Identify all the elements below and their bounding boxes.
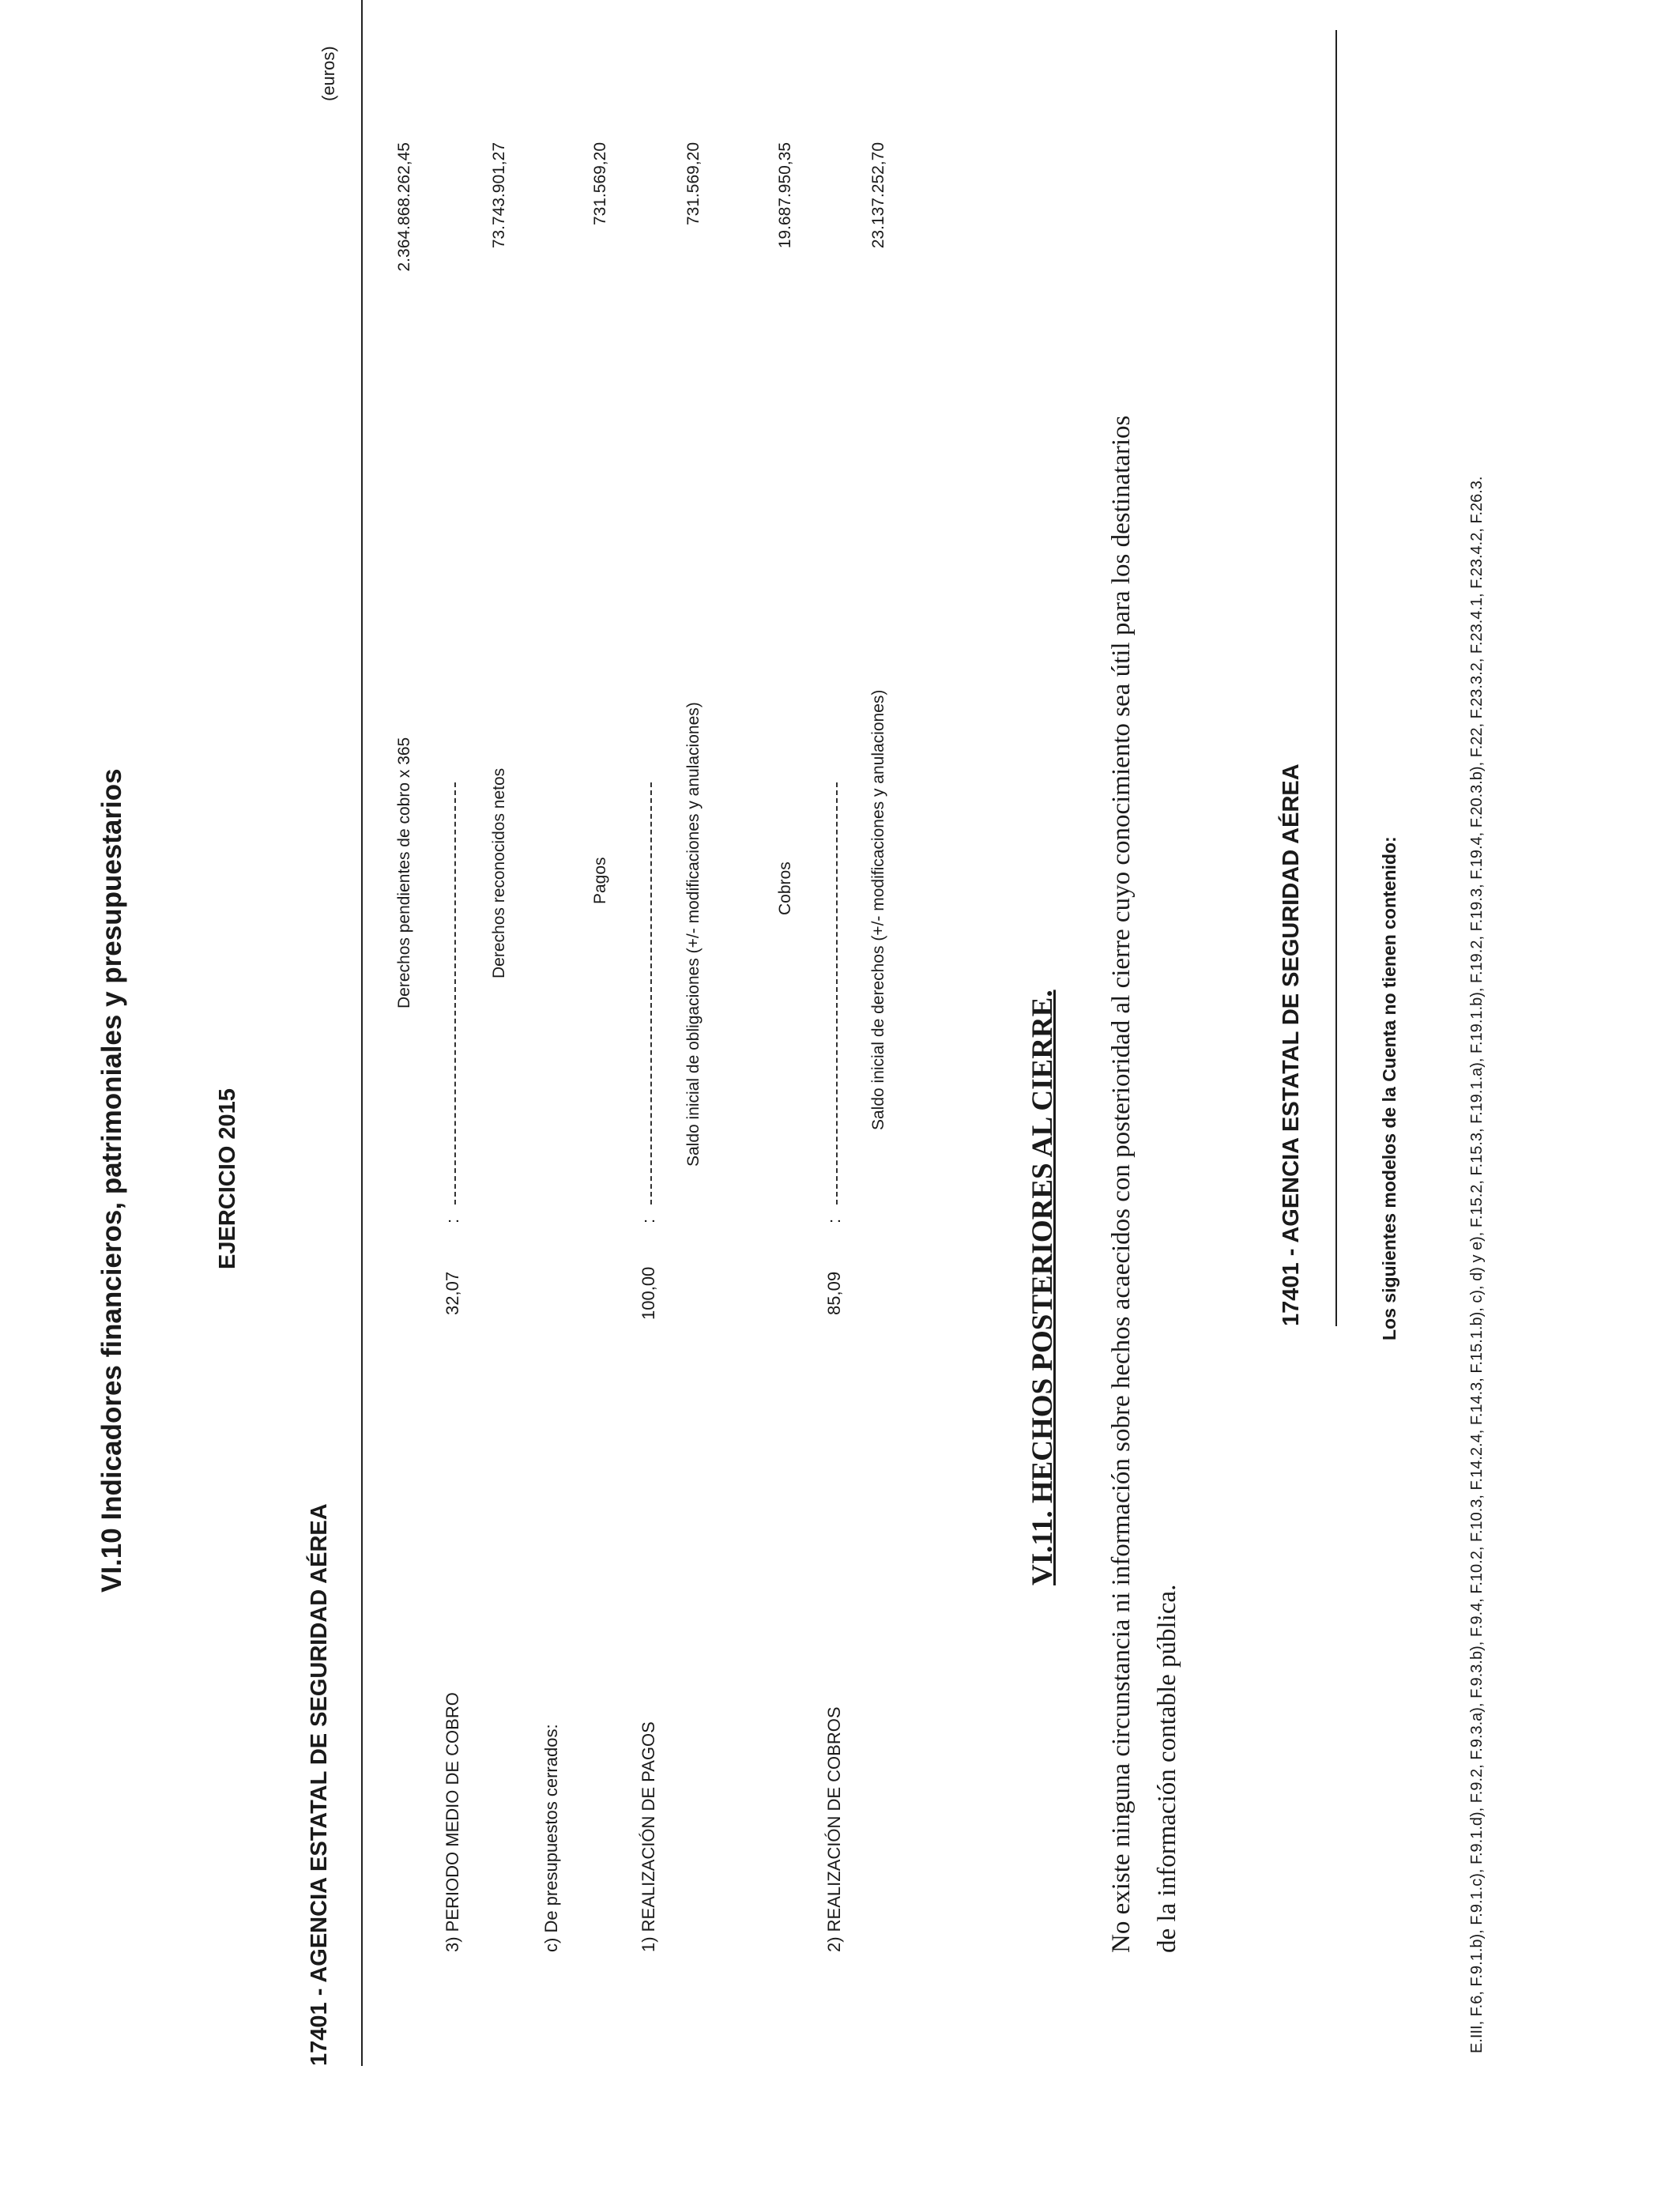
page-title: VI.10 Indicadores financieros, patrimoniales y presupuestarios xyxy=(96,768,127,1593)
header-rule xyxy=(361,0,363,2066)
numerator-amount: 731.569,20 xyxy=(591,142,609,226)
numerator-amount: 19.687.950,35 xyxy=(776,142,794,249)
indicator-colon: : xyxy=(638,1218,658,1223)
numerator-text: Pagos xyxy=(591,857,609,904)
indicator-value: 100,00 xyxy=(638,1266,658,1320)
denominator-amount: 23.137.252,70 xyxy=(869,142,887,249)
body-paragraph-line-1: No existe ninguna circunstancia ni información sobre hechos acaecidos con posterioridad al cierre cuyo conocimiento sea útil para los destinatarios xyxy=(1107,415,1136,1953)
models-heading: Los siguientes modelos de la Cuenta no tienen contenido: xyxy=(1379,836,1399,1340)
section-rule xyxy=(1335,30,1337,1326)
denominator-amount: 731.569,20 xyxy=(684,142,703,226)
denominator-amount: 73.743.901,27 xyxy=(490,142,508,249)
indicator-colon: : xyxy=(824,1218,844,1223)
subsection-label: c) De presupuestos cerrados: xyxy=(541,1724,561,1952)
section-title-hechos-posteriores: VI.11. HECHOS POSTERIORES AL CIERRE. xyxy=(1026,990,1059,1585)
exercise-label: EJERCICIO 2015 xyxy=(215,1088,240,1269)
indicator-value: 32,07 xyxy=(443,1271,462,1315)
indicator-label: 1) REALIZACIÓN DE PAGOS xyxy=(638,1721,658,1952)
numerator-amount: 2.364.868.262,45 xyxy=(395,142,413,272)
indicator-label: 3) PERIODO MEDIO DE COBRO xyxy=(443,1692,462,1952)
fraction-line xyxy=(650,782,652,1204)
fraction-line xyxy=(836,782,838,1204)
numerator-text: Cobros xyxy=(776,861,794,915)
indicator-label: 2) REALIZACIÓN DE COBROS xyxy=(824,1706,844,1952)
units-label: (euros) xyxy=(318,46,338,101)
denominator-text: Saldo inicial de obligaciones (+/- modificaciones y anulaciones) xyxy=(684,702,703,1167)
indicator-colon: : xyxy=(443,1218,462,1223)
indicator-value: 85,09 xyxy=(824,1271,844,1315)
numerator-text: Derechos pendientes de cobro x 365 xyxy=(395,737,413,1008)
entity-heading-2: 17401 - AGENCIA ESTATAL DE SEGURIDAD AÉREA xyxy=(1279,763,1304,1326)
entity-heading: 17401 - AGENCIA ESTATAL DE SEGURIDAD AÉREA xyxy=(307,1503,332,2066)
body-paragraph-line-2: de la información contable pública. xyxy=(1153,1584,1181,1953)
denominator-text: Derechos reconocidos netos xyxy=(490,767,508,978)
models-list: E.III, F.6, F.9.1.b), F.9.1.c), F.9.1.d), F.9.2, F.9.3.a), F.9.3.b), F.9.4, F.10.2, F.10.3, F.14.2.4, F.14.3, F.15.1.b), c), d) y e), F.15.2, F.15.3, F.19.1.a), F.19.1.b), F.19.2, F.19.3, F.19.4, F.20.3.b), F.22, F.23.3.2, F.23.4.1, F.23.4.2, F.26.3. xyxy=(1468,476,1486,2053)
fraction-line xyxy=(454,782,456,1204)
denominator-text: Saldo inicial de derechos (+/- modificaciones y anulaciones) xyxy=(869,689,887,1130)
